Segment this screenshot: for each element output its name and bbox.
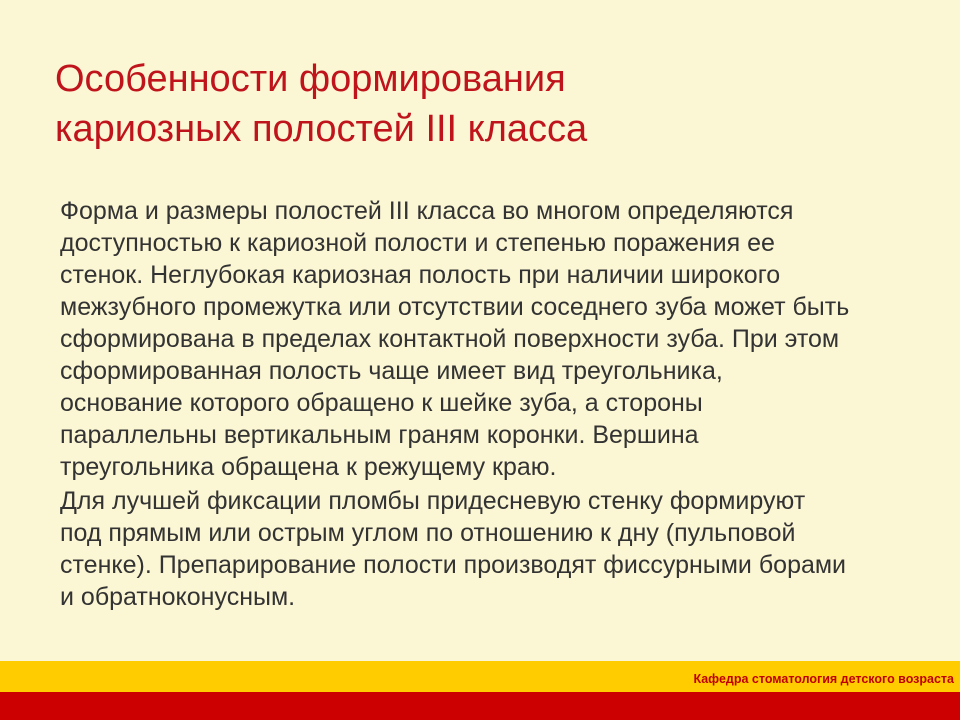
body-line: стенок. Неглубокая кариозная полость при наличии широкого [60,261,781,289]
body-line: и обратноконусным. [60,583,296,611]
body-line: треугольника обращена к режущему краю. [60,453,557,481]
body-line: основание которого обращено к шейке зуба, а стороны [60,389,703,417]
body-line: под прямым или острым углом по отношению к дну (пульповой [60,519,796,547]
body-line: доступностью к кариозной полости и степенью поражения ее [60,229,775,257]
slide-title [55,54,587,154]
slide-title-line-2: кариозных полостей III класса [55,108,588,150]
body-line: сформирована в пределах контактной поверхности зуба. При этом [60,325,840,353]
footer-department-label: Кафедра стоматология детского возраста [693,672,954,686]
slide-title-line-1: Особенности формирования [55,58,566,100]
body-line: сформированная полость чаще имеет вид треугольника, [60,357,723,385]
footer-red-band [0,692,960,720]
body-paragraph-2 [60,485,849,613]
body-line: стенке). Препарирование полости производят фиссурными борами [60,551,847,579]
body-line: межзубного промежутка или отсутствии соседнего зуба может быть [60,293,850,321]
body-line: параллельны вертикальным граням коронки. Вершина [60,421,699,449]
body-paragraph-1 [60,195,849,483]
body-line: Для лучшей фиксации пломбы придесневую стенку формируют [60,487,806,515]
body-line: Форма и размеры полостей III класса во многом определяются [60,197,794,225]
slide-body [60,195,849,613]
